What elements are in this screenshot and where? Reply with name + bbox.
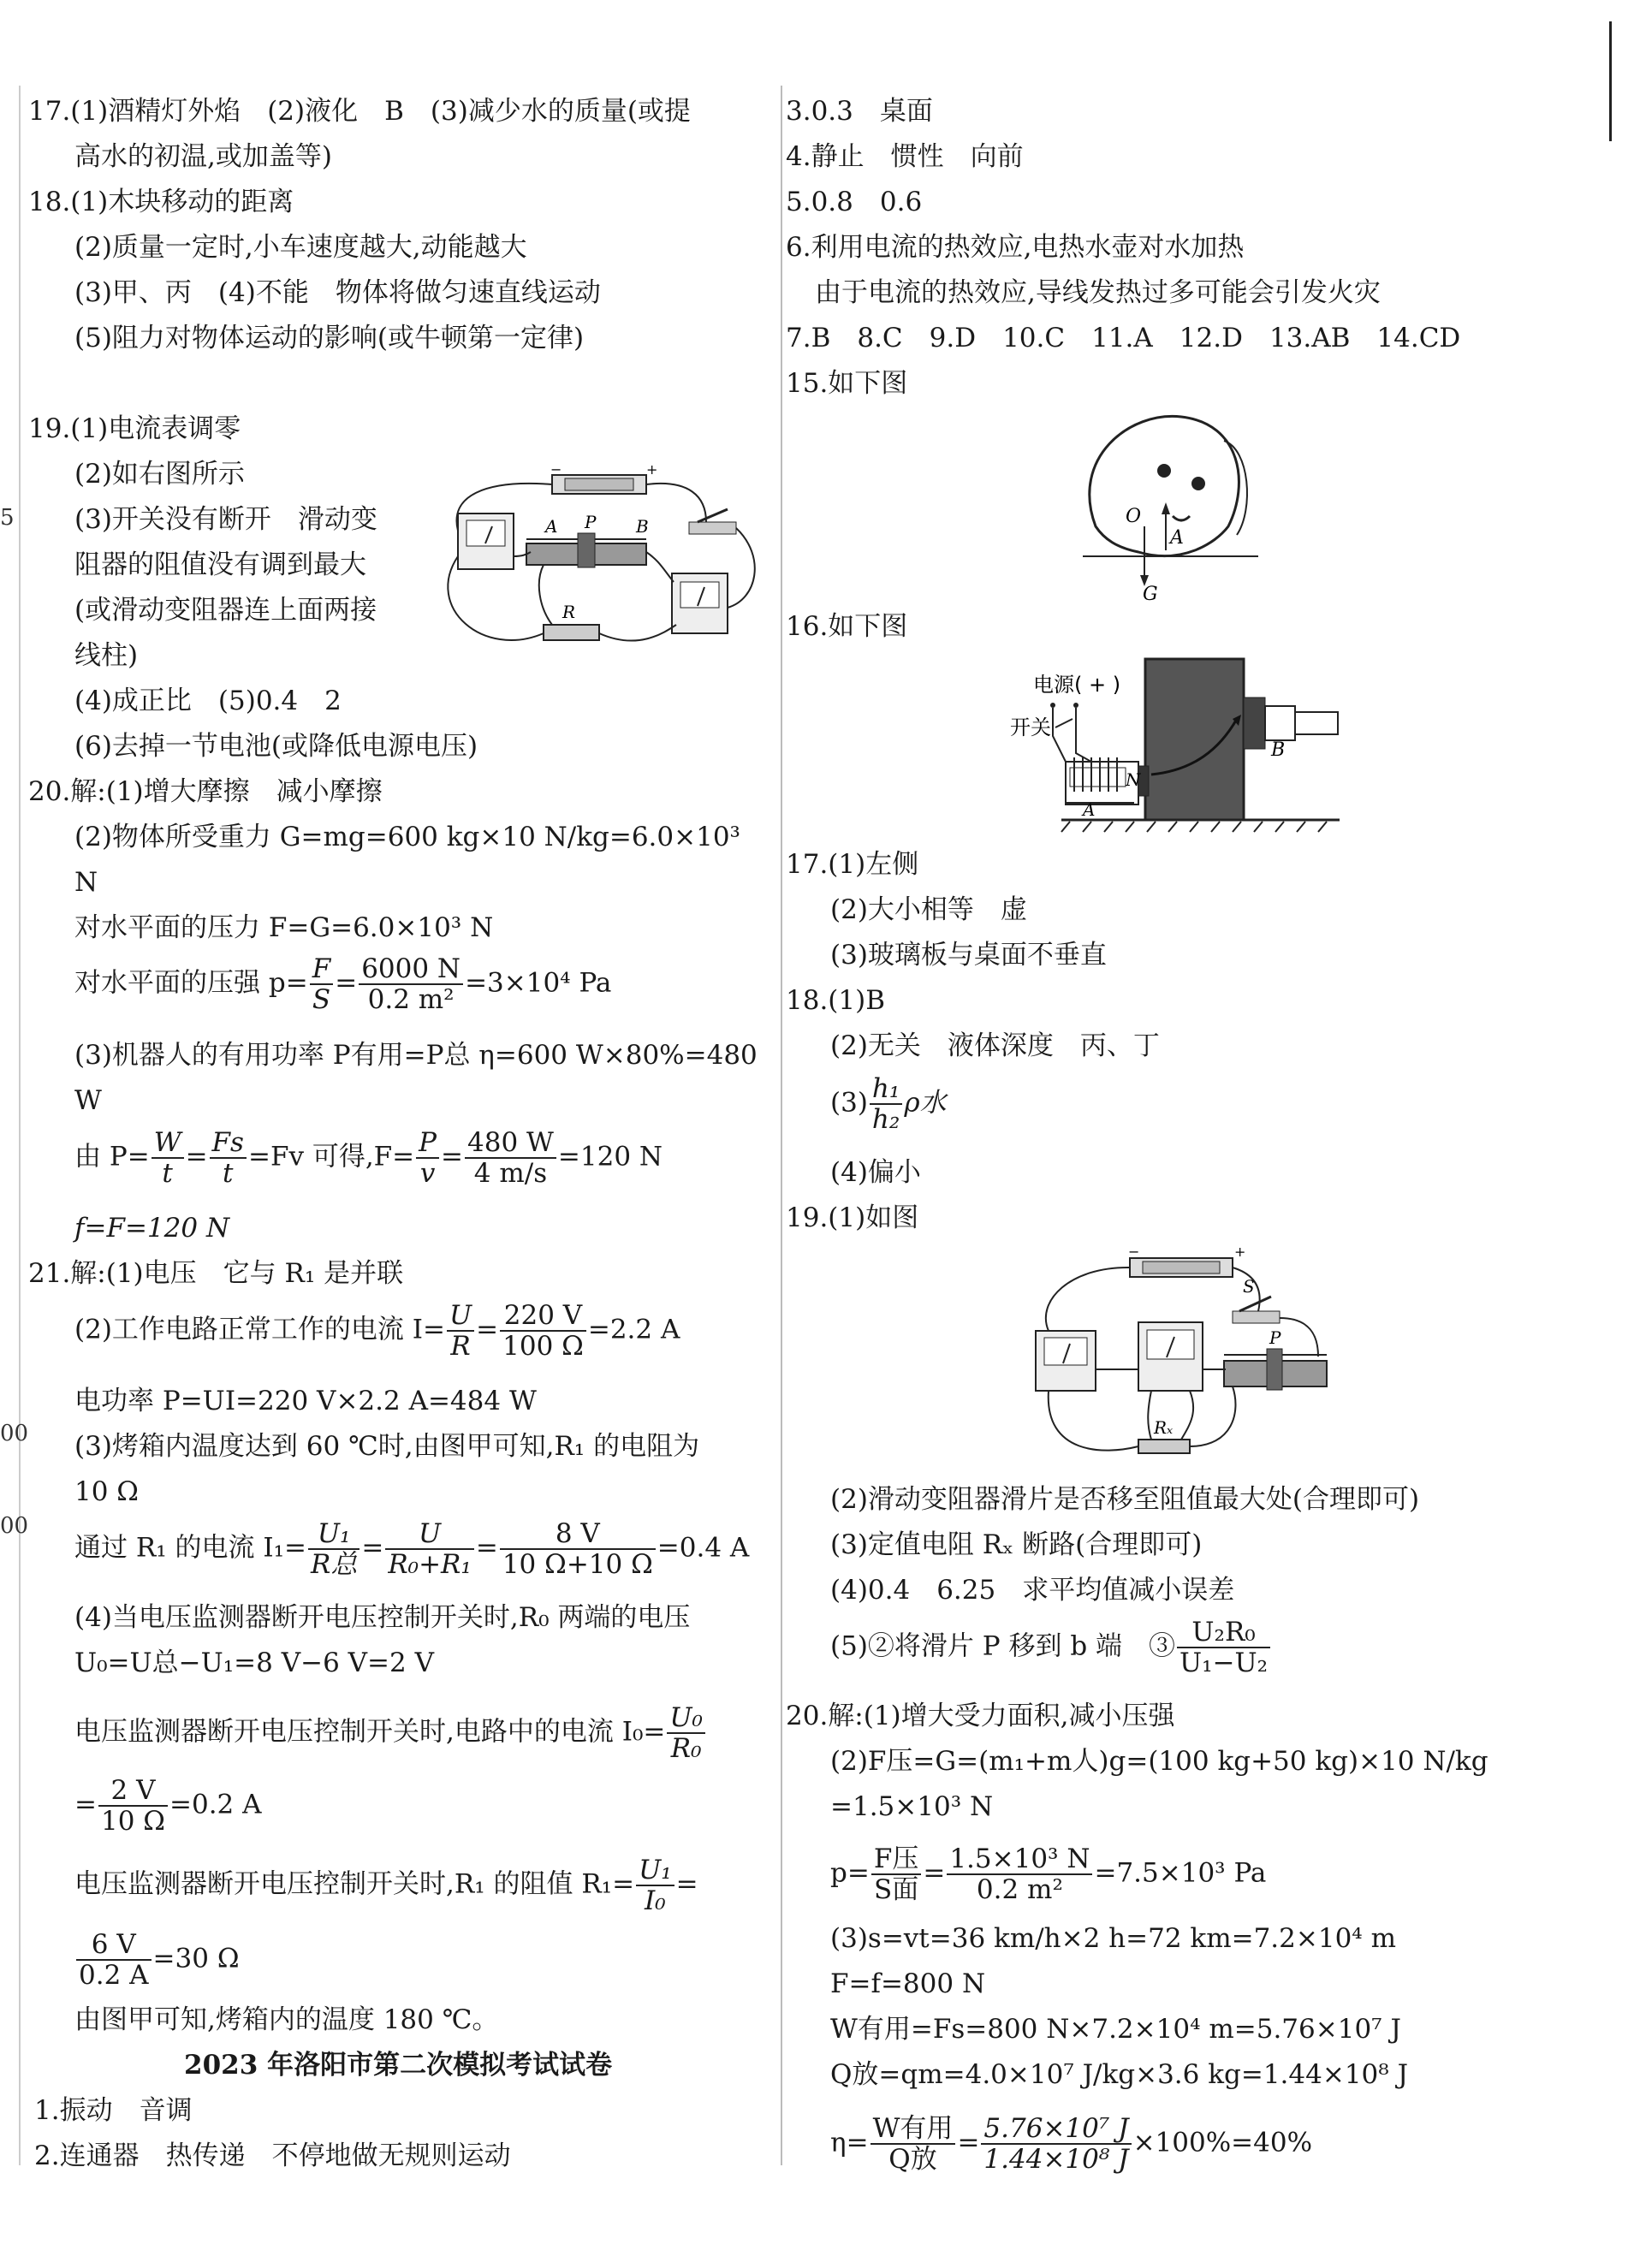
answer-21-line5: 10 Ω [74,1476,140,1507]
answer-20-line6: (3)机器人的有用功率 P有用=P总 η=600 W×80%=480 [74,1040,758,1071]
denominator: 0.2 m² [367,984,455,1015]
answer-20-line1: 20.解:(1)增大摩擦 减小摩擦 [28,776,383,807]
battery-plus: + [646,462,658,478]
answer-20-line9: f=F=120 N [74,1213,230,1244]
answer-20-pressure [74,954,611,1014]
denominator: S [312,984,331,1015]
numerator: W有用 [871,2114,956,2145]
answer-21-line7: (4)当电压监测器断开电压控制开关时,R₀ 两端的电压 [74,1602,691,1633]
numerator: 2 V [98,1776,168,1807]
answer-r5: 5.0.8 0.6 [786,187,923,217]
answer-21-line4: (3)烤箱内温度达到 60 ℃时,由图甲可知,R₁ 的电阻为 [74,1431,700,1462]
answer-18-line1: 18.(1)木块移动的距离 [28,187,294,217]
answer-r19e [830,1618,1272,1677]
page-edge-line [1609,21,1612,141]
denominator: R [450,1331,471,1362]
denominator: h₂ [871,1104,900,1135]
margin-mark: 5 [0,505,15,531]
battery-plus: + [1234,1244,1246,1260]
label-O: O [1126,506,1142,527]
text: 电压监测器断开电压控制开关时,R₁ 的阻值 R₁= [74,1868,635,1900]
numerator: 8 V [500,1519,656,1550]
fraction [308,1519,359,1579]
label-A: A [545,516,558,537]
text: 对水平面的压强 p= [74,967,308,999]
numerator: F [310,954,334,985]
label-R: R [562,602,576,622]
denominator: v [419,1158,436,1189]
answer-19-line6: 线柱) [74,640,139,671]
label-A: A [1170,527,1184,549]
answer-r18c [830,1074,947,1134]
answer-21-line8: U₀=U总−U₁=8 V−6 V=2 V [74,1648,434,1678]
fraction [210,1128,247,1188]
answer-20-force: 由 P= $\frac{W}{t}$ = $\frac{Fs}{t}$ =Fv 可得,F= $\frac{P}{v}$ = $\frac{480 W}{4 m/s}$ =120 N [74,1127,663,1189]
column-divider [781,86,782,2165]
numerator: 5.76×10⁷ J [981,2114,1131,2145]
fraction [385,1519,474,1579]
numerator: U₁ [636,1855,674,1886]
text: η= [830,2127,869,2158]
answer-21-i0 [74,1703,707,1763]
fraction [152,1128,184,1188]
numerator: P [416,1128,439,1159]
text: ρ水 [904,1087,947,1119]
fraction [947,1844,1092,1904]
label-Rx: Rₓ [1154,1417,1174,1438]
answer-21-r1: 电压监测器断开电压控制开关时,R₁ 的阻值 R₁= $\frac{\text{U₁}}{\text{I₀}}$ = [74,1855,698,1916]
numerator: 480 W [465,1128,556,1159]
answer-r19b: (2)滑动变阻器滑片是否移至阻值最大处(合理即可) [830,1484,1420,1515]
text: =0.4 A [657,1532,750,1564]
text: =2.2 A [587,1314,680,1345]
answer-r19a: 19.(1)如图 [786,1202,919,1233]
denominator: 0.2 A [79,1960,149,1991]
answer-r20c: =1.5×10³ N [830,1791,994,1822]
text: =7.5×10³ Pa [1094,1857,1267,1889]
fraction [667,1703,705,1763]
numerator: U₁ [308,1519,359,1550]
answer-19-line4: 阻器的阻值没有调到最大 [74,549,366,580]
answer-r17b: (2)大小相等 虚 [830,894,1027,925]
answer-r18a: 18.(1)B [786,985,885,1016]
battery-minus: − [550,462,562,478]
text: (2)工作电路正常工作的电流 I= [74,1314,445,1345]
answer-20-line2: (2)物体所受重力 G=mg=600 kg×10 N/kg=6.0×10³ [74,822,740,852]
fraction [981,2114,1131,2174]
numerator: 6000 N [359,954,463,985]
denominator: 10 Ω+10 Ω [502,1549,653,1580]
label-G: G [1143,584,1158,603]
fraction [76,1930,152,1990]
label-A: A [1083,799,1096,820]
fraction [636,1855,674,1915]
denominator: 0.2 m² [976,1874,1063,1905]
circuit-diagram-19-left [432,462,770,676]
text: =Fv 可得,F= [247,1141,415,1173]
denominator: R₀+R₁ [388,1549,472,1580]
text: 通过 R₁ 的电流 I₁= [74,1532,306,1564]
answer-21-i0-result: = $\frac{2 V}{10 \Omega}$ =0.2 A [74,1775,262,1837]
label-switch: 开关 [1010,715,1051,739]
answer-18-line4: (5)阻力对物体运动的影响(或牛顿第一定律) [74,323,585,353]
label-B: B [1271,739,1286,761]
answer-r18b: (2)无关 液体深度 丙、丁 [830,1030,1160,1061]
text: =120 N [557,1141,663,1173]
answer-21-line1: 21.解:(1)电压 它与 R₁ 是并联 [28,1258,404,1289]
answer-21-line3: 电功率 P=UI=220 V×2.2 A=484 W [74,1386,537,1416]
answer-r19c: (3)定值电阻 Rₓ 断路(合理即可) [830,1529,1203,1560]
circuit-diagram-19-right [1027,1241,1344,1472]
denominator: S面 [873,1874,919,1905]
battery-minus: − [1128,1244,1140,1260]
answer-20-line4: 对水平面的压力 F=G=6.0×10³ N [74,912,494,943]
numerator: U [447,1301,474,1332]
answer-18-line3: (3)甲、丙 (4)不能 物体将做匀速直线运动 [74,277,601,308]
denominator: 4 m/s [473,1158,548,1189]
text: =30 Ω [152,1943,240,1974]
denominator: 100 Ω [502,1331,584,1362]
numerator: U [385,1519,474,1550]
answer-r7: 7.B 8.C 9.D 10.C 11.A 12.D 13.AB 14.CD [786,323,1461,353]
answer-r20g: W有用=Fs=800 N×7.2×10⁴ m=5.76×10⁷ J [830,2014,1401,2045]
answer-r20d: p= $\frac{\text{F压}}{\text{S面}}$ = $\frac{\text{1.5×10³ N}}{\text{0.2 m²}}$ =7.5×10³ Pa [830,1843,1267,1905]
answer-r18d: (4)偏小 [830,1157,921,1188]
answer-19-line2: (2)如右图所示 [74,459,245,490]
figure-15-lever [1078,407,1275,603]
answer-r20e: (3)s=vt=36 km/h×2 h=72 km=7.2×10⁴ m [830,1923,1396,1954]
label-power: 电源( + ) [1033,673,1121,697]
answer-20-line3: N [74,867,98,898]
answer-21-r1-result [74,1930,240,1990]
text: (3) [830,1087,868,1119]
left-margin-line [19,86,21,2165]
answer-19-line1: 19.(1)电流表调零 [28,413,241,444]
fraction [465,1128,556,1188]
numerator: 220 V [500,1301,586,1332]
fraction [870,1074,902,1134]
answer-19-line3: (3)开关没有断开 滑动变 [74,504,377,535]
answer-21-i1: 通过 R₁ 的电流 I₁= $\frac{\text{U₁}}{\text{R总}}$ = $\frac{U}{\text{R₀+R₁}}$ = $\frac{8 V}{10 \Omega+10 \Omega}$ =0.4 A [74,1518,750,1580]
answer-r15: 15.如下图 [786,368,908,399]
answer-17-line1: 17.(1)酒精灯外焰 (2)液化 B (3)减少水的质量(或提 [28,96,691,127]
label-B: B [636,516,649,537]
numerator: h₁ [870,1074,902,1105]
answer-r17c: (3)玻璃板与桌面不垂直 [830,940,1107,971]
margin-mark: 00 [0,1513,29,1539]
answer-r20a: 20.解:(1)增大受力面积,减小压强 [786,1701,1175,1731]
numerator: 6 V [76,1930,152,1961]
label-N: N [1126,769,1141,790]
text: =3×10⁴ Pa [465,967,612,999]
fraction [447,1301,474,1361]
numerator: 1.5×10³ N [947,1844,1092,1875]
label-P: P [1269,1327,1281,1348]
denominator: 10 Ω [100,1806,165,1837]
denominator: 1.44×10⁸ J [983,2144,1129,2175]
fraction [871,1844,922,1904]
answer-r20f: F=f=800 N [830,1968,986,1999]
text: 由 P= [74,1141,150,1173]
fraction [416,1128,439,1188]
margin-mark: 00 [0,1421,29,1446]
answer-r17a: 17.(1)左侧 [786,849,919,880]
text: ×100%=40% [1132,2127,1313,2158]
text: =0.2 A [169,1789,262,1820]
answer-19-line7: (4)成正比 (5)0.4 2 [74,686,342,716]
answer-r6a: 6.利用电流的热效应,电热水壶对水加热 [786,232,1245,263]
denominator: I₀ [645,1885,666,1916]
denominator: t [162,1158,173,1189]
answer-r16: 16.如下图 [786,611,908,642]
answer-s2: 2.连通器 热传递 不停地做无规则运动 [34,2140,511,2171]
text: p= [830,1857,870,1889]
answer-r20b: (2)F压=G=(m₁+m人)g=(100 kg+50 kg)×10 N/kg [830,1746,1488,1777]
fraction [98,1776,168,1836]
denominator: t [223,1158,234,1189]
answer-20-line7: W [74,1085,102,1116]
label-S: S [1243,1276,1255,1297]
text: 电压监测器断开电压控制开关时,电路中的电流 I₀= [74,1716,666,1748]
numerator: U₀ [667,1703,705,1734]
fraction [871,2114,956,2174]
fraction [500,1301,586,1361]
answer-r6b: 由于电流的热效应,导线发热过多可能会引发火灾 [815,277,1381,308]
fraction [359,954,463,1014]
answer-s1: 1.振动 音调 [34,2095,193,2126]
text: (5)②将滑片 P 移到 b 端 ③ [830,1630,1176,1662]
answer-17-line2: 高水的初温,或加盖等) [74,141,332,172]
fraction [310,954,334,1014]
fraction [1177,1618,1270,1677]
label-P: P [585,512,597,532]
numerator: W [152,1128,184,1159]
answer-21-current: (2)工作电路正常工作的电流 I= $\frac{U}{R}$ = $\frac{220 V}{100 \Omega}$ =2.2 A [74,1300,680,1362]
section-title: 2023 年洛阳市第二次模拟考试试卷 [184,2050,613,2081]
answer-18-line2: (2)质量一定时,小车速度越大,动能越大 [74,232,527,263]
denominator: Q放 [888,2144,937,2175]
answer-r3: 3.0.3 桌面 [786,96,933,127]
answer-r4: 4.静止 惯性 向前 [786,141,1024,172]
answer-21-line12: 由图甲可知,烤箱内的温度 180 ℃。 [74,2004,499,2035]
numerator: F压 [871,1844,922,1875]
answer-r19d: (4)0.4 6.25 求平均值减小误差 [830,1575,1235,1606]
answer-r20h: Q放=qm=4.0×10⁷ J/kg×3.6 kg=1.44×10⁸ J [830,2059,1408,2090]
answer-19-line8: (6)去掉一节电池(或降低电源电压) [74,731,478,762]
fraction [500,1519,656,1579]
numerator: U₂R₀ [1177,1618,1270,1648]
denominator: R₀ [670,1733,702,1764]
denominator: R总 [310,1549,358,1580]
answer-r20i: η= $\frac{\text{W有用}}{\text{Q放}}$ = $\frac{\text{5.76×10⁷ J}}{\text{1.44×10⁸ J}}$ ×100%=40% [830,2113,1313,2175]
denominator: U₁−U₂ [1179,1648,1269,1678]
figure-16-electromagnet [1006,650,1348,834]
answer-19-line5: (或滑动变阻器连上面两接 [74,595,377,626]
equals: = [335,967,358,999]
numerator: Fs [210,1128,247,1159]
